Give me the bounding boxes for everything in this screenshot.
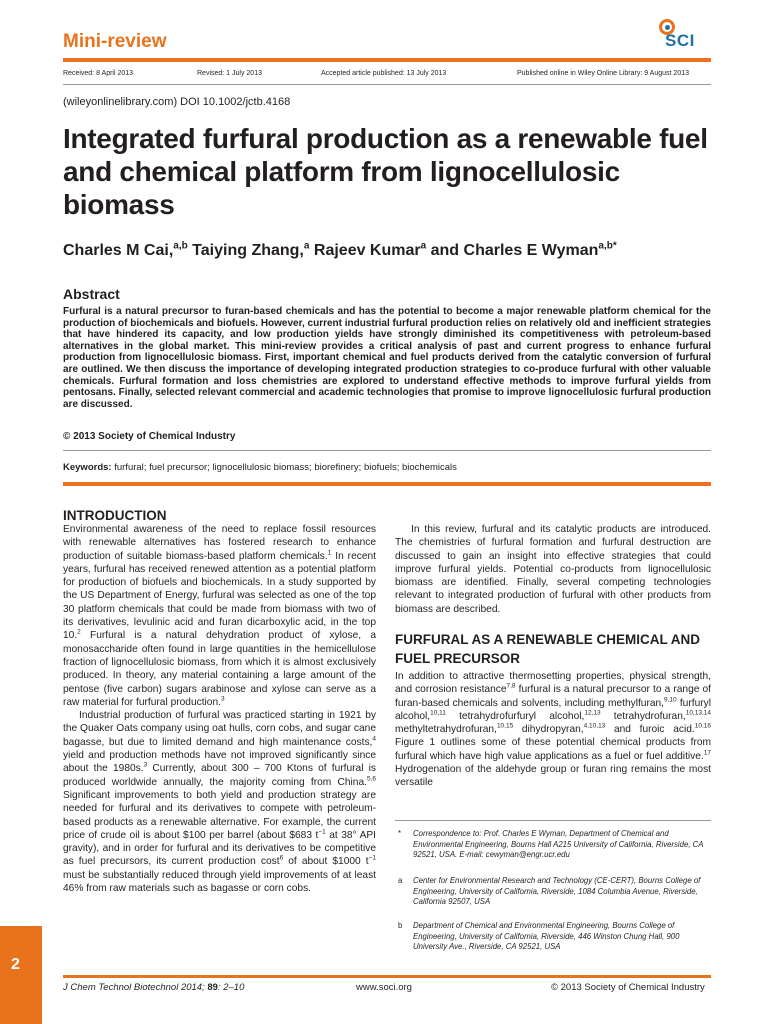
- introduction-body: [63, 523, 376, 895]
- article-type-label: Mini-review: [63, 31, 167, 52]
- doi-line: (wileyonlinelibrary.com) DOI 10.1002/jctb.4168: [63, 96, 291, 108]
- affiliation-footnote-b: [395, 921, 711, 953]
- section-heading: FURFURAL AS A RENEWABLE CHEMICAL AND FUEL PRECURSOR: [395, 632, 700, 666]
- introduction-heading: INTRODUCTION: [63, 508, 167, 523]
- review-paragraph: In this review, furfural and its catalytic products are introduced. The chemistries of furfural formation and furfural destruction are discussed to gain an insight into effective strategies that could improve furfural yields. Potential co-products from lignocellulosic biomass are identified. Finally, several competing technologies relevant to integrated production of furfural with other products from biomass are described.: [395, 524, 711, 615]
- footnote-mark: a: [398, 876, 403, 885]
- affiliation-footnote-a: [395, 876, 711, 908]
- accepted-date: Accepted article published: 13 July 2013: [321, 70, 447, 77]
- footnote-mark: b: [398, 921, 403, 930]
- keywords-line: [63, 462, 457, 473]
- footnote-text: Center for Environmental Research and Technology (CE-CERT), Bourns College of Engineering, University of California, Riverside, 1084 Columbia Avenue, Riverside, California 92507, USA: [413, 876, 701, 906]
- author-affiliation: a,b: [173, 240, 188, 252]
- keywords-list: furfural; fuel precursor; lignocellulosic biomass; biorefinery; biofuels; biochemicals: [114, 462, 457, 473]
- abstract-copyright: © 2013 Society of Chemical Industry: [63, 431, 236, 442]
- author-list: [63, 242, 617, 260]
- footnote-text: Department of Chemical and Environmental Engineering, Bourns College of Engineering, University of California, Riverside, 446 Winston Chung Hall, 900 University Ave., Riverside, CA 92521, USA: [413, 921, 680, 951]
- dates-divider: [63, 84, 711, 85]
- author-affiliation: a: [303, 240, 310, 252]
- article-title: Integrated furfural production as a renewable fuel and chemical platform from lignocellulosic biomass: [63, 123, 708, 220]
- abstract-divider: [63, 450, 711, 451]
- sci-logo: [655, 16, 711, 52]
- author-name: Rajeev Kumar: [313, 242, 421, 259]
- footnote-mark: *: [398, 829, 402, 838]
- keywords-rule: [63, 482, 711, 486]
- page-number: 2: [11, 956, 20, 973]
- journal-website[interactable]: www.soci.org: [356, 982, 412, 993]
- abstract-heading: Abstract: [63, 286, 120, 302]
- author-name: Charles M Cai,: [63, 242, 174, 259]
- header-rule: [63, 58, 711, 62]
- correspondence-footnote: [395, 829, 711, 861]
- sci-logo-dot-icon: [665, 25, 670, 30]
- revised-date: Revised: 1 July 2013: [197, 70, 262, 77]
- sci-logo-text: SCI: [665, 31, 695, 50]
- footer-copyright: © 2013 Society of Chemical Industry: [551, 982, 705, 993]
- footer-rule: [63, 975, 711, 978]
- intro-paragraph: Environmental awareness of the need to replace fossil resources with renewable alternatives has fostered research to enhance production of suitable biomass-based platform chemicals.$^1$ In recent years, furfural has received renewed attention as a potential platform for production of biofuels and biochemicals. In a study supported by the US Department of Energy, furfural was selected as one of the top 30 platform chemicals that could be made from biomass with two of its derivatives, levulinic acid and furan dicarboxylic acid, in the top 10.$^2$ Furfural is a natural dehydration product of xylose, a monosaccharide often found in large quantities in the hemicellulose fraction of lignocellulosic biomass, from which it is almost exclusively produced. In theory, any material containing a large amount of the pentose (five carbon) sugars arabinose and xylose can serve as a raw material for furfural production.$^3$: [63, 524, 376, 708]
- footnote-divider: [395, 820, 711, 821]
- author-affiliation: a,b*: [598, 240, 617, 252]
- received-date: Received: 8 April 2013: [63, 70, 134, 77]
- section-paragraph: In addition to attractive thermosetting properties, physical strength, and corrosion resistance$^{7,8}$ furfural is a natural precursor to a range of furan-based chemicals and solvents, including methylfuran,$^{9,10}$ furfuryl alcohol,$^{10,11}$ tetrahydrofurfuryl alcohol,$^{12,13}$ tetrahydrofuran,$^{10,13,14}$ methyltetrahydrofuran,$^{10,15}$ dihydropyran,$^{4,10,13}$ and furoic acid.$^{10,16}$ Figure 1 outlines some of these potential chemical products from furfural which have high value applications as a fuel or fuel additive.$^{17}$ Hydrogenation of the aldehyde group or furan ring remains the most versatile: [395, 671, 712, 789]
- author-affiliation: a: [420, 240, 427, 252]
- keywords-label: Keywords:: [63, 462, 112, 473]
- footnote-text: Correspondence to: Prof. Charles E Wyman, Department of Chemical and Environmental Engineering, Bourns Hall A215 University of California, Riverside, CA 92521, USA. E-mail: cewyman@engr.ucr.edu: [413, 829, 704, 859]
- page-number-tab: [0, 926, 42, 1024]
- published-date: Published online in Wiley Online Library: 9 August 2013: [517, 70, 689, 77]
- author-name: and Charles E Wyman: [430, 242, 599, 259]
- intro-paragraph: Industrial production of furfural was practiced starting in 1921 by the Quaker Oats company using oat hulls, corn cobs, and sugar cane bagasse, but due to limited demand and high maintenance costs,$^4$ yield and production methods have not improved significantly since about the 1980s.$^3$ Currently, about 300 – 700 Ktons of furfural is produced worldwide annually, the majority coming from China.$^{5,6}$ Significant improvements to both yield and production strategy are needed for furfural and its derivatives to compete with petroleum-based products as a renewable alternative. For example, the current price of crude oil is about $100 per barrel (about $683 $t^{-1}$ at 38° API gravity), and in order for furfural and its derivatives to be competitive as fuel precursors, its current production cost$^6$ of about $1000 $t^{-1}$ must be substantially reduced through yield improvements of at least 46% from raw materials such as bagasse or corn cobs.: [63, 710, 377, 895]
- author-name: Taiying Zhang,: [192, 242, 304, 259]
- abstract-body: Furfural is a natural precursor to furan-based chemicals and has the potential to become a major renewable platform chemical for the production of biochemicals and biofuels. However, current industrial furfural production relies on relatively old and inefficient strategies that have hindered its capacity, and low production yields have strongly diminished its competitiveness with petroleum-based alternatives in the global market. This mini-review provides a critical analysis of past and current progress to enhance furfural production from lignocellulosic biomass. First, important chemical and fuel products derived from the catalytic conversion of furfural are outlined. We then discuss the importance of developing integrated production strategies to co-produce furfural with other valuable chemicals. Furfural formation and loss chemistries are explored to understand effective methods to improve furfural yields from pentosans. Finally, selected relevant commercial and academic technologies that promise to improve lignocellulosic furfural production are discussed.: [63, 306, 711, 410]
- review-overview: [395, 523, 711, 616]
- section-body: [395, 670, 711, 790]
- journal-citation: J Chem Technol Biotechnol 2014; 89: 2–10: [63, 982, 245, 993]
